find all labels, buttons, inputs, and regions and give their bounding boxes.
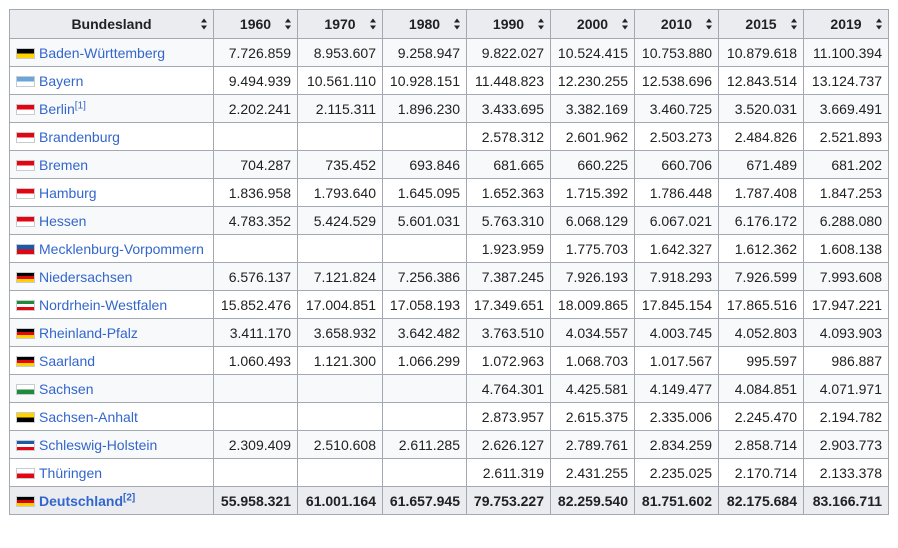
population-cell: 4.052.803 xyxy=(719,319,804,347)
population-cell: 4.093.903 xyxy=(804,319,889,347)
table-row xyxy=(10,319,889,347)
state-cell xyxy=(10,347,214,375)
header-row xyxy=(10,10,889,39)
sort-icon[interactable] xyxy=(538,19,545,30)
population-cell xyxy=(383,235,467,263)
population-cell: 18.009.865 xyxy=(551,291,635,319)
population-cell: 17.058.193 xyxy=(383,291,467,319)
population-cell: 13.124.737 xyxy=(804,67,889,95)
population-cell: 2.834.259 xyxy=(635,431,719,459)
population-cell: 12.843.514 xyxy=(719,67,804,95)
population-cell xyxy=(214,235,298,263)
population-cell: 2.858.714 xyxy=(719,431,804,459)
population-cell: 11.100.394 xyxy=(804,39,889,67)
population-cell: 79.753.227 xyxy=(467,487,551,515)
population-cell: 9.258.947 xyxy=(383,39,467,67)
column-header-2019[interactable] xyxy=(804,10,889,39)
state-cell xyxy=(10,487,214,515)
population-cell: 1.775.703 xyxy=(551,235,635,263)
state-link[interactable]: Saarland xyxy=(39,352,96,369)
state-cell xyxy=(10,403,214,431)
column-header-label: 1970 xyxy=(324,16,356,32)
reference-link[interactable]: [2] xyxy=(123,491,136,503)
population-cell: 2.235.025 xyxy=(635,459,719,487)
population-cell: 11.448.823 xyxy=(467,67,551,95)
population-cell: 1.923.959 xyxy=(467,235,551,263)
flag-ni-icon xyxy=(16,272,35,283)
population-cell xyxy=(298,459,383,487)
population-cell: 2.309.409 xyxy=(214,431,298,459)
population-cell: 1.715.392 xyxy=(551,179,635,207)
population-cell: 2.615.375 xyxy=(551,403,635,431)
population-cell: 4.071.971 xyxy=(804,375,889,403)
population-cell: 7.256.386 xyxy=(383,263,467,291)
column-header-2010[interactable] xyxy=(635,10,719,39)
population-cell: 3.460.725 xyxy=(635,95,719,123)
sort-icon[interactable] xyxy=(706,19,713,30)
population-cell: 2.202.241 xyxy=(214,95,298,123)
population-cell: 10.753.880 xyxy=(635,39,719,67)
population-cell: 55.958.321 xyxy=(214,487,298,515)
sort-icon[interactable] xyxy=(622,19,629,30)
population-cell: 2.521.893 xyxy=(804,123,889,151)
population-cell xyxy=(383,403,467,431)
population-cell: 2.873.957 xyxy=(467,403,551,431)
state-cell xyxy=(10,291,214,319)
population-cell: 1.612.362 xyxy=(719,235,804,263)
population-cell: 681.202 xyxy=(804,151,889,179)
column-header-1980[interactable] xyxy=(383,10,467,39)
population-cell: 3.763.510 xyxy=(467,319,551,347)
population-cell: 1.652.363 xyxy=(467,179,551,207)
reference-link[interactable]: [1] xyxy=(74,99,86,111)
population-cell xyxy=(298,375,383,403)
population-cell: 2.431.255 xyxy=(551,459,635,487)
column-header-label: 1990 xyxy=(492,16,525,32)
population-cell: 4.034.557 xyxy=(551,319,635,347)
population-cell: 17.865.516 xyxy=(719,291,804,319)
population-cell: 1.066.299 xyxy=(383,347,467,375)
population-cell: 5.424.529 xyxy=(298,207,383,235)
population-cell: 3.411.170 xyxy=(214,319,298,347)
population-cell: 61.657.945 xyxy=(383,487,467,515)
state-cell xyxy=(10,459,214,487)
flag-sl-icon xyxy=(16,356,35,367)
state-link[interactable]: Hessen xyxy=(39,212,87,229)
state-cell xyxy=(10,207,214,235)
population-cell: 3.520.031 xyxy=(719,95,804,123)
population-cell: 81.751.602 xyxy=(635,487,719,515)
column-header-label: Bundesland xyxy=(71,16,152,32)
population-cell: 7.926.193 xyxy=(551,263,635,291)
population-cell: 7.387.245 xyxy=(467,263,551,291)
state-link[interactable]: Hamburg xyxy=(39,184,97,201)
population-cell: 671.489 xyxy=(719,151,804,179)
population-cell: 3.658.932 xyxy=(298,319,383,347)
population-cell: 7.926.599 xyxy=(719,263,804,291)
column-header-label: 2000 xyxy=(576,16,609,32)
state-cell xyxy=(10,235,214,263)
population-cell: 1.645.095 xyxy=(383,179,467,207)
population-cell: 2.626.127 xyxy=(467,431,551,459)
state-link[interactable]: Berlin xyxy=(39,100,75,117)
population-cell: 2.903.773 xyxy=(804,431,889,459)
table-row xyxy=(10,39,889,67)
column-header-2000[interactable] xyxy=(551,10,635,39)
table-row xyxy=(10,347,889,375)
population-cell: 17.004.851 xyxy=(298,291,383,319)
population-cell: 3.642.482 xyxy=(383,319,467,347)
population-cell: 9.494.939 xyxy=(214,67,298,95)
population-cell: 1.072.963 xyxy=(467,347,551,375)
column-header-label: 1960 xyxy=(239,16,272,32)
state-cell xyxy=(10,375,214,403)
population-cell: 1.068.703 xyxy=(551,347,635,375)
population-cell xyxy=(298,235,383,263)
population-cell: 82.259.540 xyxy=(551,487,635,515)
table-row xyxy=(10,235,889,263)
state-link[interactable]: Mecklenburg-Vorpommern xyxy=(39,240,204,257)
population-cell: 4.764.301 xyxy=(467,375,551,403)
flag-by-icon xyxy=(16,76,35,87)
population-cell: 1.793.640 xyxy=(298,179,383,207)
population-cell: 1.896.230 xyxy=(383,95,467,123)
population-table xyxy=(9,9,889,515)
column-header-2015[interactable] xyxy=(719,10,804,39)
state-cell xyxy=(10,95,214,123)
population-cell: 15.852.476 xyxy=(214,291,298,319)
population-cell: 735.452 xyxy=(298,151,383,179)
flag-hb-icon xyxy=(16,160,35,171)
flag-nw-icon xyxy=(16,300,35,311)
population-cell: 2.194.782 xyxy=(804,403,889,431)
population-cell: 1.847.253 xyxy=(804,179,889,207)
population-cell: 17.947.221 xyxy=(804,291,889,319)
population-cell: 8.953.607 xyxy=(298,39,383,67)
population-cell: 7.121.824 xyxy=(298,263,383,291)
column-header-1960[interactable] xyxy=(214,10,298,39)
table-row xyxy=(10,375,889,403)
population-cell: 2.611.319 xyxy=(467,459,551,487)
state-link[interactable]: Rheinland-Pfalz xyxy=(39,324,138,341)
population-cell: 2.789.761 xyxy=(551,431,635,459)
flag-sh-icon xyxy=(16,440,35,451)
population-cell: 995.597 xyxy=(719,347,804,375)
population-cell: 704.287 xyxy=(214,151,298,179)
sort-icon[interactable] xyxy=(370,19,377,30)
population-cell: 4.783.352 xyxy=(214,207,298,235)
table-row xyxy=(10,151,889,179)
population-cell: 4.003.745 xyxy=(635,319,719,347)
population-cell: 2.611.285 xyxy=(383,431,467,459)
population-cell: 61.001.164 xyxy=(298,487,383,515)
flag-de-icon xyxy=(16,496,35,507)
population-cell: 9.822.027 xyxy=(467,39,551,67)
population-cell xyxy=(298,123,383,151)
population-cell: 3.433.695 xyxy=(467,95,551,123)
state-cell xyxy=(10,431,214,459)
state-link[interactable]: Sachsen xyxy=(39,380,94,397)
population-cell: 17.845.154 xyxy=(635,291,719,319)
table-row xyxy=(10,179,889,207)
population-cell: 82.175.684 xyxy=(719,487,804,515)
population-cell: 1.642.327 xyxy=(635,235,719,263)
population-cell xyxy=(383,123,467,151)
population-cell: 1.608.138 xyxy=(804,235,889,263)
population-cell: 2.484.826 xyxy=(719,123,804,151)
population-cell: 3.382.169 xyxy=(551,95,635,123)
sort-icon[interactable] xyxy=(285,19,292,30)
state-link[interactable]: Niedersachsen xyxy=(39,268,133,285)
population-cell: 12.230.255 xyxy=(551,67,635,95)
population-cell xyxy=(383,375,467,403)
state-link[interactable]: Brandenburg xyxy=(39,128,120,145)
state-link[interactable]: Deutschland xyxy=(39,492,124,509)
table-row xyxy=(10,123,889,151)
table-row xyxy=(10,263,889,291)
population-cell: 7.726.859 xyxy=(214,39,298,67)
population-cell: 2.115.311 xyxy=(298,95,383,123)
flag-st-icon xyxy=(16,412,35,423)
population-cell: 5.601.031 xyxy=(383,207,467,235)
flag-be-icon xyxy=(16,104,35,115)
table-row xyxy=(10,459,889,487)
population-cell: 986.887 xyxy=(804,347,889,375)
column-header-label: 1980 xyxy=(408,16,441,32)
population-cell: 2.335.006 xyxy=(635,403,719,431)
population-cell: 2.601.962 xyxy=(551,123,635,151)
state-cell xyxy=(10,263,214,291)
population-cell: 1.787.408 xyxy=(719,179,804,207)
state-cell xyxy=(10,319,214,347)
population-cell xyxy=(214,403,298,431)
state-cell xyxy=(10,151,214,179)
table-row xyxy=(10,431,889,459)
population-cell: 17.349.651 xyxy=(467,291,551,319)
column-header-label: 2019 xyxy=(830,16,862,32)
state-link[interactable]: Thüringen xyxy=(39,464,103,481)
population-cell: 6.067.021 xyxy=(635,207,719,235)
population-cell: 12.538.696 xyxy=(635,67,719,95)
population-cell: 2.170.714 xyxy=(719,459,804,487)
population-cell: 1.017.567 xyxy=(635,347,719,375)
total-row xyxy=(10,487,889,515)
population-cell: 2.578.312 xyxy=(467,123,551,151)
population-cell: 6.288.080 xyxy=(804,207,889,235)
population-cell xyxy=(214,459,298,487)
state-link[interactable]: Bremen xyxy=(39,156,89,173)
population-cell: 2.245.470 xyxy=(719,403,804,431)
state-cell xyxy=(10,67,214,95)
flag-he-icon xyxy=(16,216,35,227)
flag-sn-icon xyxy=(16,384,35,395)
column-header-bundesland[interactable] xyxy=(10,10,214,39)
population-cell xyxy=(214,123,298,151)
sort-icon[interactable] xyxy=(201,19,208,30)
population-cell: 4.425.581 xyxy=(551,375,635,403)
state-link[interactable]: Bayern xyxy=(39,72,84,89)
population-cell: 1.836.958 xyxy=(214,179,298,207)
state-link[interactable]: Baden-Württemberg xyxy=(39,44,166,61)
table-row xyxy=(10,67,889,95)
population-cell: 7.993.608 xyxy=(804,263,889,291)
population-cell: 83.166.711 xyxy=(804,487,889,515)
column-header-1990[interactable] xyxy=(467,10,551,39)
state-cell xyxy=(10,179,214,207)
population-cell: 7.918.293 xyxy=(635,263,719,291)
column-header-label: 2015 xyxy=(745,16,777,32)
population-cell xyxy=(214,375,298,403)
population-cell: 10.524.415 xyxy=(551,39,635,67)
population-cell: 4.084.851 xyxy=(719,375,804,403)
sort-icon[interactable] xyxy=(876,19,883,30)
population-cell: 10.561.110 xyxy=(298,67,383,95)
table-row xyxy=(10,403,889,431)
flag-th-icon xyxy=(16,468,35,479)
sort-icon[interactable] xyxy=(454,19,461,30)
column-header-label: 2010 xyxy=(660,16,693,32)
population-cell: 1.786.448 xyxy=(635,179,719,207)
state-cell xyxy=(10,123,214,151)
population-cell: 6.576.137 xyxy=(214,263,298,291)
column-header-1970[interactable] xyxy=(298,10,383,39)
population-cell: 10.879.618 xyxy=(719,39,804,67)
population-cell xyxy=(383,459,467,487)
population-cell: 4.149.477 xyxy=(635,375,719,403)
table-row xyxy=(10,207,889,235)
table-row xyxy=(10,291,889,319)
flag-bb-icon xyxy=(16,132,35,143)
flag-mv-icon xyxy=(16,244,35,255)
population-cell: 2.503.273 xyxy=(635,123,719,151)
flag-rp-icon xyxy=(16,328,35,339)
population-cell: 6.176.172 xyxy=(719,207,804,235)
population-cell: 693.846 xyxy=(383,151,467,179)
population-cell xyxy=(298,403,383,431)
flag-bw-icon xyxy=(16,48,35,59)
state-link[interactable]: Sachsen-Anhalt xyxy=(39,408,138,425)
population-cell: 10.928.151 xyxy=(383,67,467,95)
population-cell: 1.121.300 xyxy=(298,347,383,375)
flag-hh-icon xyxy=(16,188,35,199)
state-cell xyxy=(10,39,214,67)
population-cell: 660.706 xyxy=(635,151,719,179)
population-cell: 5.763.310 xyxy=(467,207,551,235)
state-link[interactable]: Schleswig-Holstein xyxy=(39,436,158,453)
population-cell: 2.510.608 xyxy=(298,431,383,459)
population-cell: 681.665 xyxy=(467,151,551,179)
table-row xyxy=(10,95,889,123)
population-cell: 1.060.493 xyxy=(214,347,298,375)
population-cell: 660.225 xyxy=(551,151,635,179)
sort-icon[interactable] xyxy=(791,19,798,30)
population-cell: 3.669.491 xyxy=(804,95,889,123)
state-link[interactable]: Nordrhein-Westfalen xyxy=(39,296,168,313)
population-cell: 2.133.378 xyxy=(804,459,889,487)
population-cell: 6.068.129 xyxy=(551,207,635,235)
